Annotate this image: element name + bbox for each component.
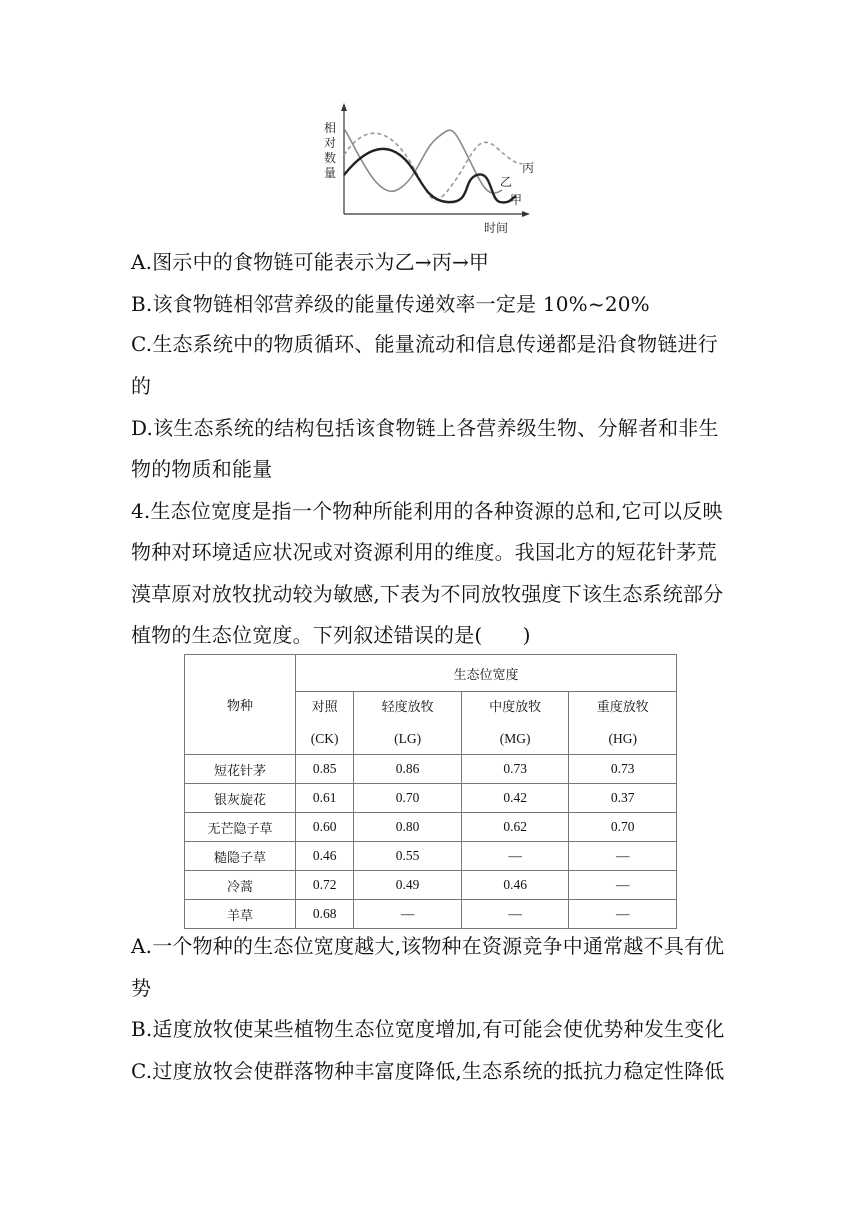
niche-width-table [184,654,677,929]
species-header: 物种 [185,655,296,755]
column-name: 中度放牧 [489,700,542,715]
value-cell: 0.70 [569,813,677,842]
value-cell: — [461,842,569,871]
q3-option-d: D.该生态系统的结构包括该食物链上各营养级生物、分解者和非生 [131,416,719,440]
value-cell: 0.46 [296,842,354,871]
q3-option-c-cont: 的 [131,374,152,398]
value-cell: 0.72 [296,871,354,900]
value-cell: 0.80 [354,813,462,842]
population-curve-figure [312,100,562,240]
value-cell: — [569,871,677,900]
column-code: (CK) [310,731,339,746]
x-axis-arrow [522,211,530,217]
table-row [185,813,677,842]
value-cell: 0.86 [354,755,462,784]
table-row [185,900,677,929]
species-cell: 无芒隐子草 [185,813,296,842]
value-cell: 0.42 [461,784,569,813]
column-header-lg [354,692,462,755]
table-row [185,755,677,784]
value-cell: 0.55 [354,842,462,871]
y-label-char: 对 [324,136,337,150]
y-label-char: 量 [324,166,337,180]
x-axis-label: 时间 [484,221,509,235]
species-cell: 糙隐子草 [185,842,296,871]
y-label-char: 相 [324,121,337,135]
y-axis-arrow [341,103,347,111]
q4-option-c: C.过度放牧会使群落物种丰富度降低,生态系统的抵抗力稳定性降低 [131,1059,725,1083]
population-curve-svg [312,100,562,240]
table-row [185,784,677,813]
species-cell: 冷蒿 [185,871,296,900]
species-cell: 羊草 [185,900,296,929]
value-cell: 0.70 [354,784,462,813]
y-label-char: 数 [324,151,337,165]
series-label-bing: 丙 [522,161,535,175]
column-name: 对照 [311,700,338,715]
q4-stem-line: 物种对环境适应状况或对资源利用的维度。我国北方的短花针茅荒 [131,540,717,564]
value-cell: 0.37 [569,784,677,813]
value-cell: — [569,900,677,929]
series-label-jia: 甲 [510,193,523,207]
curve-yi [345,130,502,193]
table-row [185,842,677,871]
value-cell: 0.73 [569,755,677,784]
q4-stem-line: 漠草原对放牧扰动较为敏感,下表为不同放牧强度下该生态系统部分 [131,582,724,606]
value-cell: 0.60 [296,813,354,842]
q4-stem-line: 植物的生态位宽度。下列叙述错误的是( ) [131,623,531,647]
q3-option-b: B.该食物链相邻营养级的能量传递效率一定是 10%~20% [131,292,650,316]
column-header-hg [569,692,677,755]
niche-width-header: 生态位宽度 [296,655,677,692]
q4-stem-line: 4.生态位宽度是指一个物种所能利用的各种资源的总和,它可以反映 [131,499,723,523]
column-code: (HG) [608,731,637,746]
value-cell: — [461,900,569,929]
species-cell: 银灰旋花 [185,784,296,813]
q4-option-a-cont: 势 [131,976,152,1000]
value-cell: 0.61 [296,784,354,813]
table-row [185,871,677,900]
q3-option-a: A.图示中的食物链可能表示为乙→丙→甲 [131,250,490,274]
column-name: 重度放牧 [596,700,649,715]
q3-option-c: C.生态系统中的物质循环、能量流动和信息传递都是沿食物链进行 [131,332,718,356]
value-cell: 0.49 [354,871,462,900]
value-cell: 0.73 [461,755,569,784]
value-cell: — [569,842,677,871]
series-label-yi: 乙 [500,175,513,189]
q4-option-a: A.一个物种的生态位宽度越大,该物种在资源竞争中通常越不具有优 [131,934,725,958]
column-header-ck [296,692,354,755]
value-cell: 0.46 [461,871,569,900]
q3-option-d-cont: 物的物质和能量 [131,457,273,481]
curve-jia [344,149,516,202]
species-cell: 短花针茅 [185,755,296,784]
value-cell: 0.62 [461,813,569,842]
column-code: (LG) [394,731,422,746]
value-cell: — [354,900,462,929]
value-cell: 0.85 [296,755,354,784]
value-cell: 0.68 [296,900,354,929]
column-header-mg [461,692,569,755]
q4-option-b: B.适度放牧使某些植物生态位宽度增加,有可能会使优势种发生变化 [131,1017,725,1041]
column-name: 轻度放牧 [381,700,434,715]
column-code: (MG) [499,731,531,746]
